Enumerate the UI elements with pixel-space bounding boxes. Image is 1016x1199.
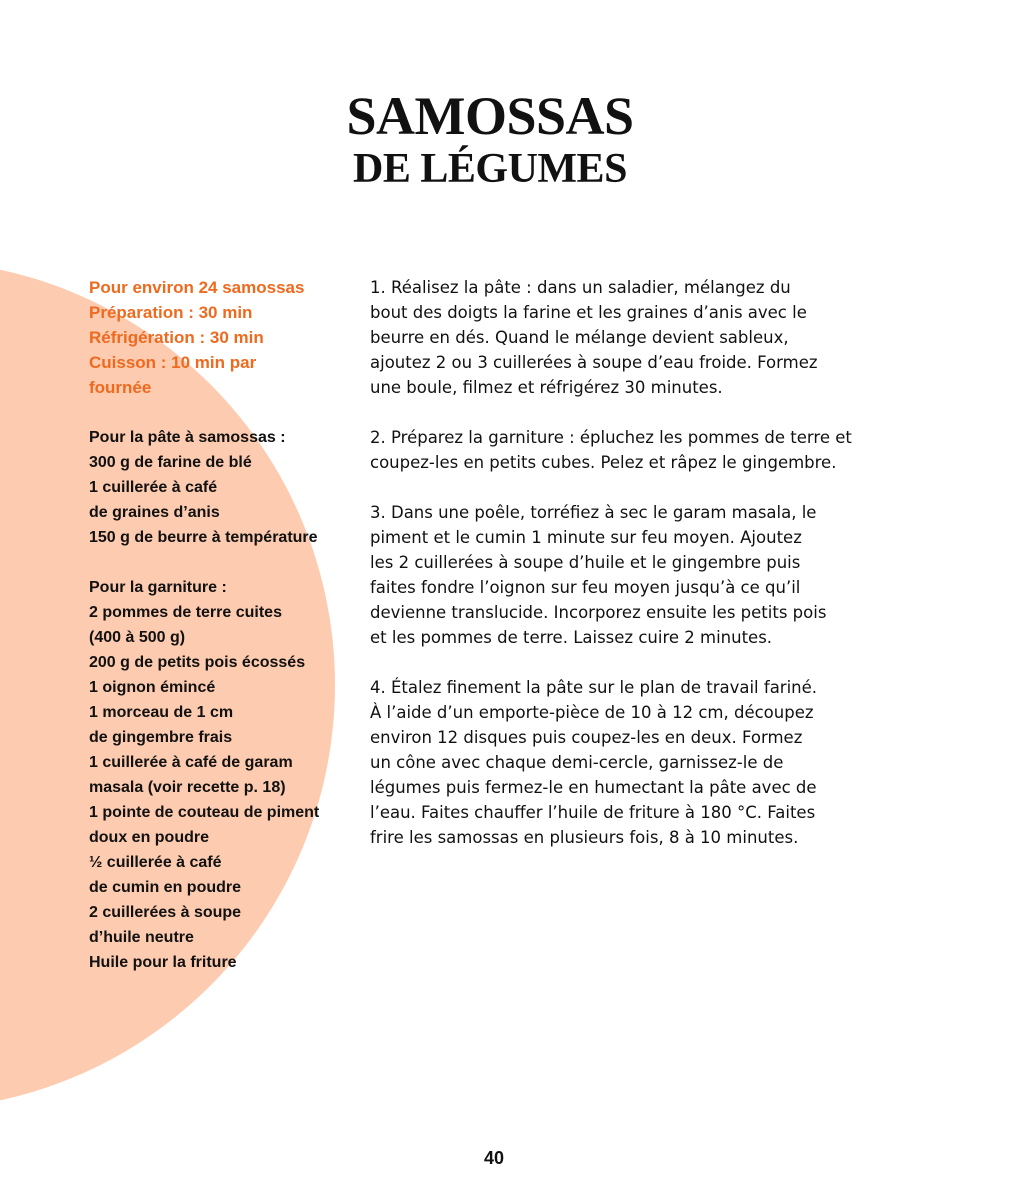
ingredient-item: 1 pointe de couteau de piment: [89, 804, 320, 821]
ingredient-item: (400 à 500 g): [89, 629, 186, 646]
ingredient-item: d’huile neutre: [89, 929, 194, 946]
ingredient-item: ½ cuillerée à café: [89, 854, 222, 871]
ingredient-item: 1 cuillerée à café de garam: [89, 754, 293, 771]
ingredient-item: de gingembre frais: [89, 729, 233, 746]
step-text-line: faites fondre l’oignon sur feu moyen jusqu’à ce qu’il: [370, 578, 801, 597]
ingredient-group-heading: Pour la garniture :: [89, 579, 227, 596]
page-number: 40: [483, 1148, 505, 1168]
cook-time-cont: fournée: [89, 378, 152, 397]
recipe-step: [370, 275, 890, 400]
recipe-steps: [370, 275, 890, 875]
ingredient-item: de cumin en poudre: [89, 879, 242, 896]
step-text-line: devienne translucide. Incorporez ensuite les petits pois: [370, 603, 827, 622]
ingredient-group: [89, 425, 349, 550]
recipe-step: [370, 425, 890, 475]
ingredient-item: 300 g de farine de blé: [89, 454, 252, 471]
step-text-line: et les pommes de terre. Laissez cuire 2 minutes.: [370, 628, 773, 647]
step-text-line: À l’aide d’un emporte-pièce de 10 à 12 cm, découpez: [370, 703, 814, 722]
ingredient-group: [89, 575, 349, 975]
ingredient-item: 200 g de petits pois écossés: [89, 654, 306, 671]
step-text-line: légumes puis fermez-le en humectant la pâte avec de: [370, 778, 817, 797]
ingredient-item: 1 morceau de 1 cm: [89, 704, 234, 721]
step-text-line: 4. Étalez finement la pâte sur le plan de travail fariné.: [370, 678, 818, 697]
step-text-line: coupez-les en petits cubes. Pelez et râpez le gingembre.: [370, 453, 837, 472]
title-sub: DE LÉGUMES: [353, 146, 627, 192]
ingredient-item: doux en poudre: [89, 829, 209, 846]
step-text-line: 1. Réalisez la pâte : dans un saladier, mélangez du: [370, 278, 791, 297]
ingredient-item: 1 cuillerée à café: [89, 479, 218, 496]
step-text-line: frire les samossas en plusieurs fois, 8 à 10 minutes.: [370, 828, 799, 847]
recipe-meta: [89, 275, 349, 400]
step-text-line: l’eau. Faites chauffer l’huile de friture à 180 °C. Faites: [370, 803, 816, 822]
prep-time: Préparation : 30 min: [89, 303, 253, 322]
step-text-line: 2. Préparez la garniture : épluchez les pommes de terre et: [370, 428, 852, 447]
step-text-line: les 2 cuillerées à soupe d’huile et le gingembre puis: [370, 553, 801, 572]
recipe-step: [370, 500, 890, 650]
step-text-line: une boule, filmez et réfrigérez 30 minutes.: [370, 378, 723, 397]
ingredient-item: Huile pour la friture: [89, 954, 237, 971]
step-text-line: 3. Dans une poêle, torréfiez à sec le garam masala, le: [370, 503, 817, 522]
step-text-line: piment et le cumin 1 minute sur feu moyen. Ajoutez: [370, 528, 802, 547]
recipe-title: [330, 86, 650, 192]
cook-time: Cuisson : 10 min par: [89, 353, 257, 372]
step-text-line: ajoutez 2 ou 3 cuillerées à soupe d’eau froide. Formez: [370, 353, 818, 372]
ingredients-sidebar: [89, 275, 349, 975]
step-text-line: environ 12 disques puis coupez-les en deux. Formez: [370, 728, 803, 747]
ingredient-item: masala (voir recette p. 18): [89, 779, 286, 796]
ingredient-item: de graines d’anis: [89, 504, 220, 521]
step-text-line: un cône avec chaque demi-cercle, garnissez-le de: [370, 753, 784, 772]
step-text-line: bout des doigts la farine et les graines d’anis avec le: [370, 303, 807, 322]
title-main: SAMOSSAS: [346, 86, 634, 146]
servings: Pour environ 24 samossas: [89, 278, 305, 297]
ingredient-item: 2 cuillerées à soupe: [89, 904, 242, 921]
ingredient-item: 150 g de beurre à température: [89, 529, 318, 546]
ingredient-group-heading: Pour la pâte à samossas :: [89, 429, 286, 446]
step-text-line: beurre en dés. Quand le mélange devient sableux,: [370, 328, 789, 347]
ingredient-item: 1 oignon émincé: [89, 679, 216, 696]
ingredient-item: 2 pommes de terre cuites: [89, 604, 282, 621]
recipe-step: [370, 675, 890, 850]
chill-time: Réfrigération : 30 min: [89, 328, 264, 347]
